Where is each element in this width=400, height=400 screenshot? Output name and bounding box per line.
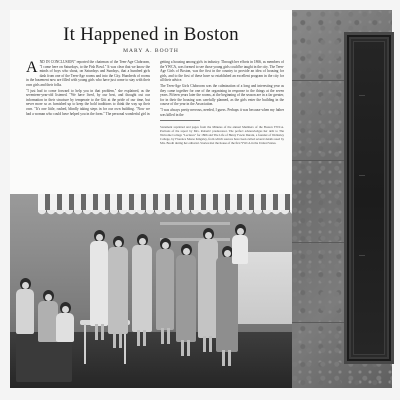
counter-attendant [232, 224, 248, 264]
drop-cap: A [26, 60, 38, 76]
article-paragraph: getting a housing among girls in industry. Through her efforts in 1866, as members of the YWCA, was formed to see those young girls could be taught in the city. The Teen-Age Girls of Boston, was the first in the country to provide an idea of housing for girls, and to the first of these have so established an excellent program in the city for all their advice. [160, 60, 284, 83]
article-column-left [26, 60, 150, 192]
plaque-panel [353, 41, 385, 355]
facing-page-photo [292, 10, 392, 388]
seated-girl-figure [56, 302, 74, 342]
photo-caption: Statement reprinted and pages from the Minutes of the annual Members of the Boston YWCA. Portions of the report by Mrs. Roberts' predecessor. The perfect acknowledges her debt to The Welcome College "Lectures" for 1866 and The Life of Henry Fowle Durant, a founder of Wellesley College, by Florence Morse Kingsley, from which sources have been culled several details used by Mrs. Booth during her editorial. Stories met the house of the first YWCA in the United States. [160, 124, 284, 145]
article-photograph [10, 194, 292, 388]
awning-scallop [38, 210, 292, 216]
girl-figure [216, 246, 238, 366]
seated-girl-figure [16, 278, 34, 334]
girl-figure [176, 244, 196, 356]
girl-figure [132, 234, 152, 346]
article-paragraph: AND IN CONCLUSION" reported the chairman of the Teen-Age Clubroom, "I come here on Saturdays, to the Fish Bowl." It was clear that we know the minds of boys who shout, on Saturdays and Sundays, that a hundred girls dash from one of the Teen-Age rooms and into the City. Hundreds of rooms in the basement now are filled with young girls who have just come to stay with their own girls and their folks. [26, 60, 150, 87]
caption-divider [160, 120, 200, 121]
back-shelf [160, 222, 230, 225]
girl-figure [198, 228, 218, 352]
article-paragraph: "I was always pretty nervous, needed, I guess. Perhaps it was because when my father was killed in the [160, 107, 284, 117]
article-title: It Happened in Boston [63, 24, 239, 45]
girl-figure [108, 236, 128, 348]
girl-figure [90, 230, 108, 340]
table-leg [84, 324, 86, 364]
article-page [10, 10, 292, 388]
article-column-right [160, 60, 284, 192]
article-paragraph: "I just had to come forward to help you in that problem," she explained, as the seventeen-year-old listened. "We have lived, by our best, and thought out our information in their structure by temperate to the Gitt at the pride of our time, but never more so as furnished up to keep the bold traditions to think the way up their own. "It's one little, rushed, blindly taking steps in for our own building. "Now we had a woman who could have helped you in the form." The personal wonderful girl in [26, 88, 150, 116]
article-paragraph: The Teen-Age Girls Clubroom was the culmination of a long and interesting year as they came together for one of the organizing in response to the things at the seven years. Fifteen years later the rooms, at the beginning of the season are in a far greater, for in their the housing was carefully planned, as the girls enter the building in the course of the year in the Association. [160, 83, 284, 107]
article-byline: MARY A. BOOTH [123, 48, 179, 54]
girl-figure [156, 238, 174, 344]
seated-girl-figure [38, 290, 58, 342]
framed-plaque [344, 32, 394, 364]
